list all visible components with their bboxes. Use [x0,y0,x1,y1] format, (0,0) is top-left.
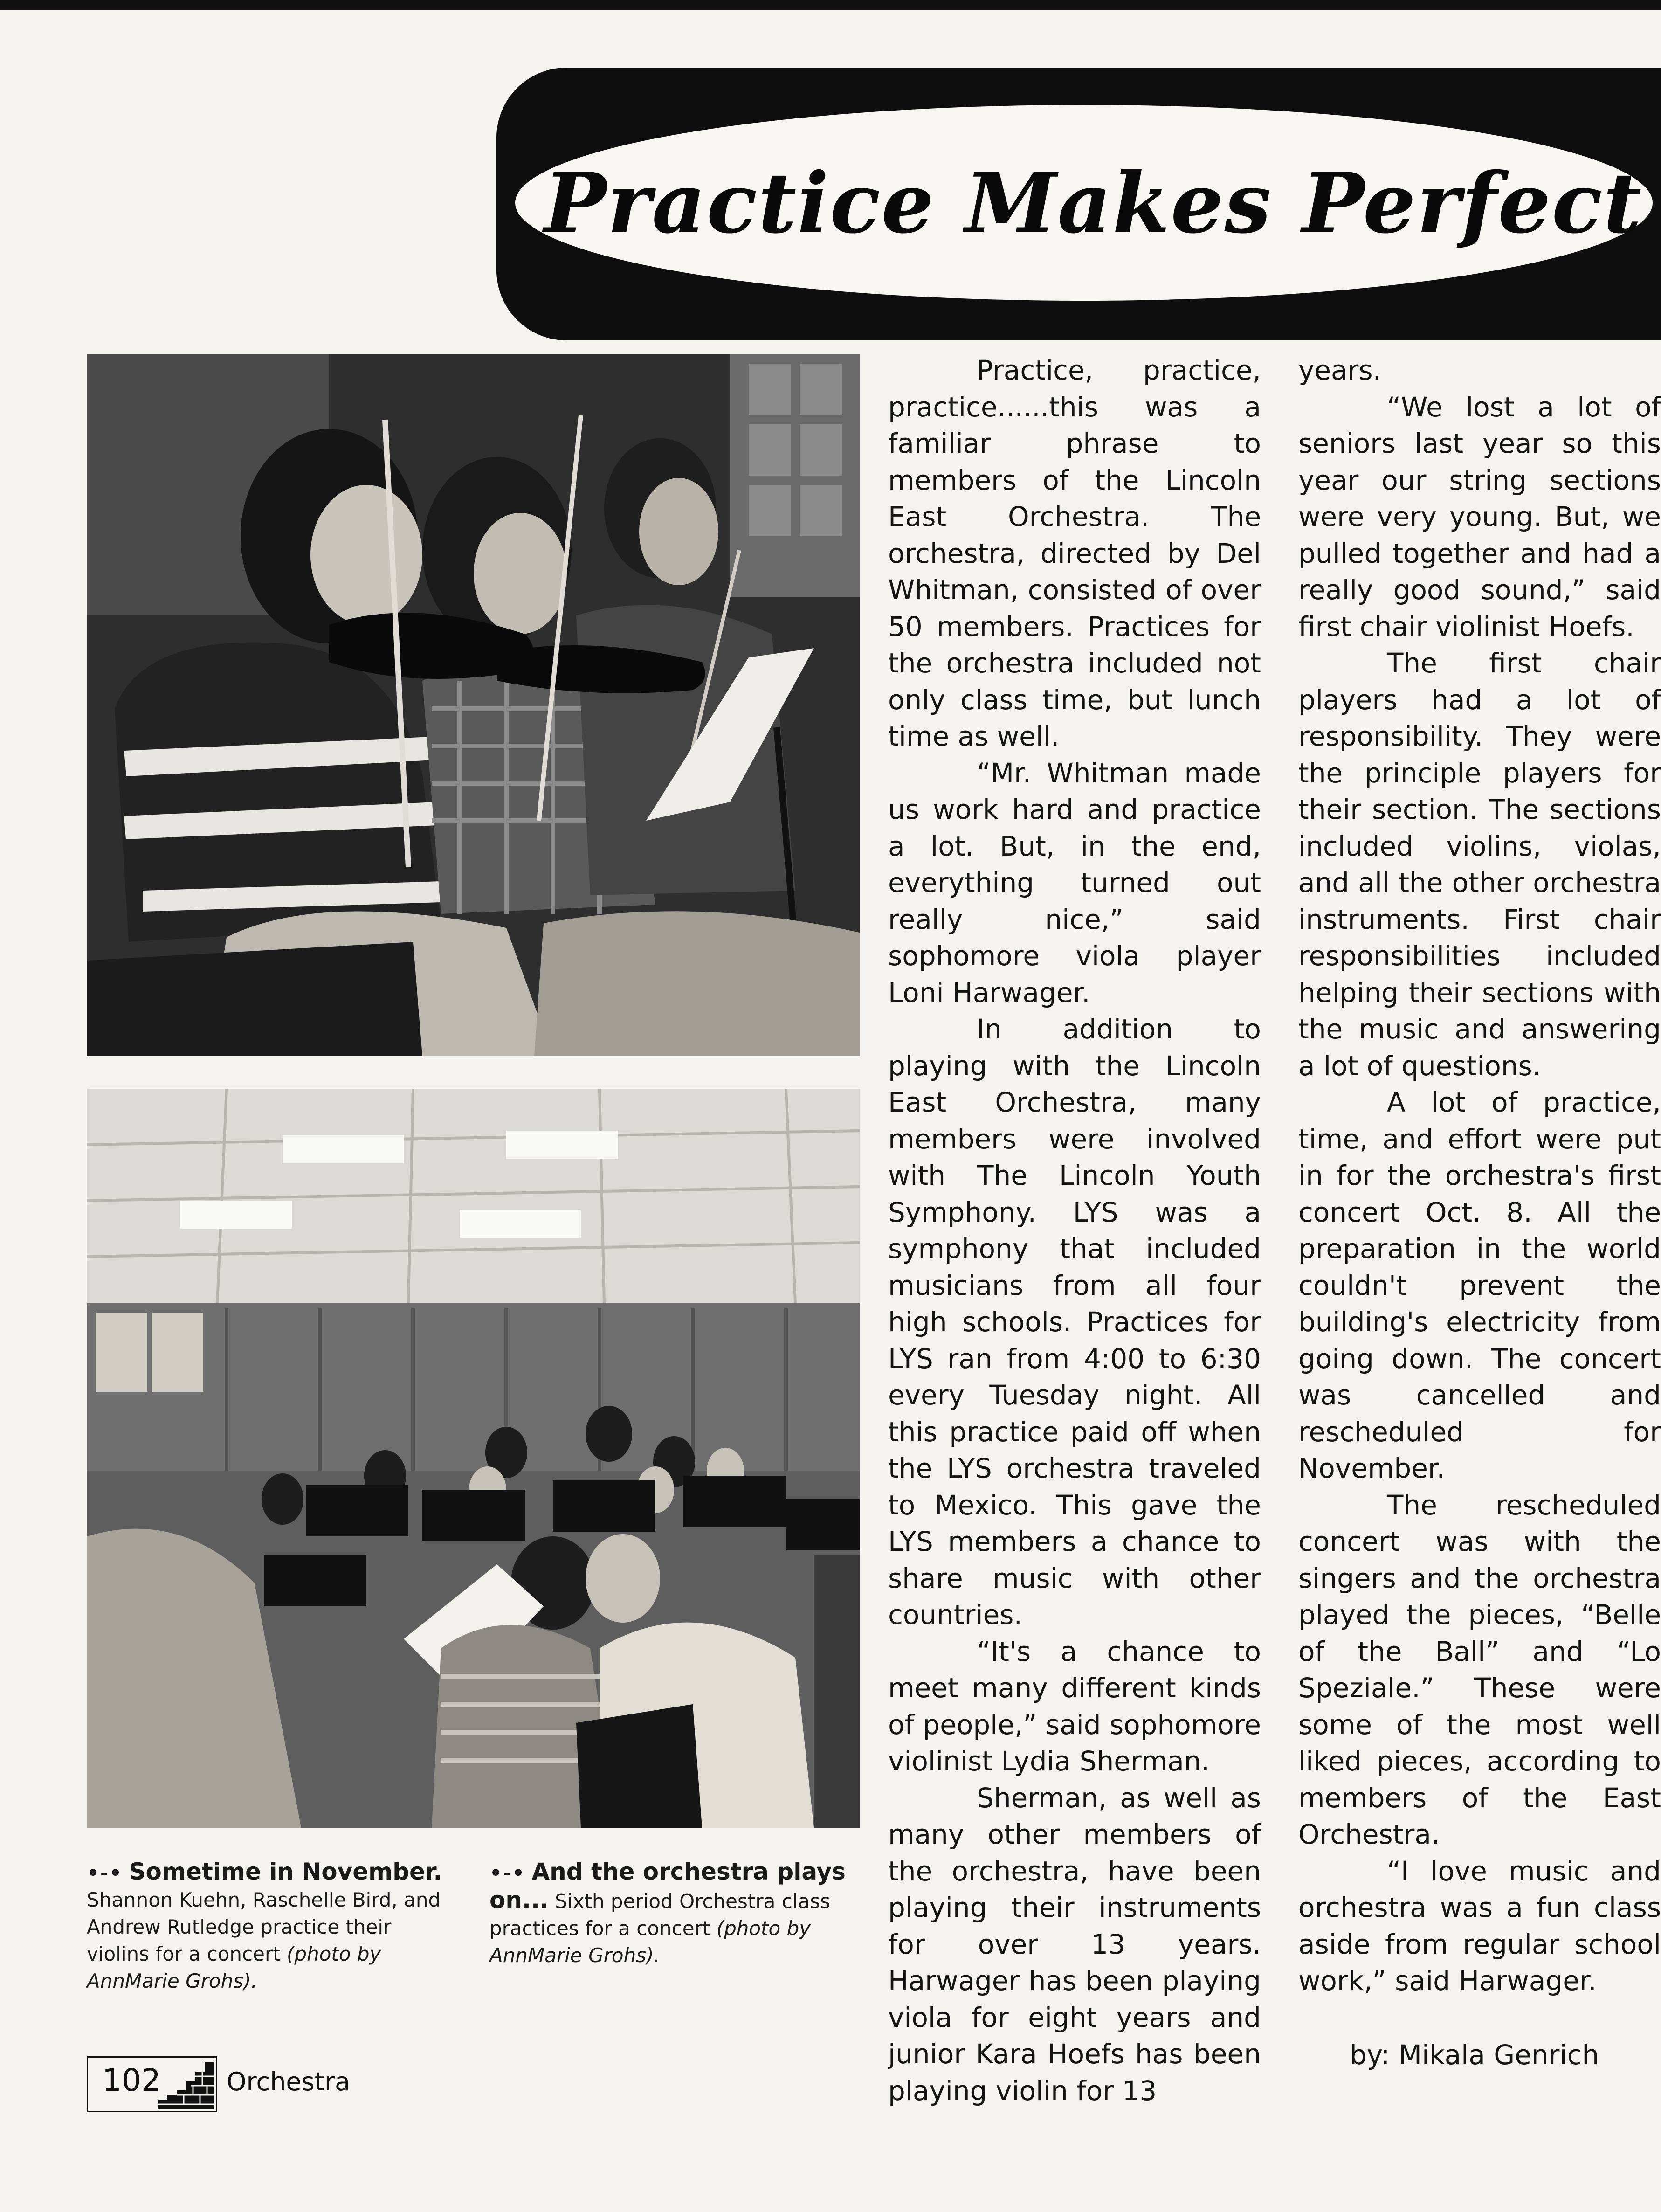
photo-caption [87,1858,455,1995]
article-paragraph: The first chair players had a lot of responsibility. They were the principle players for their section. The sections included violins, violas, and all the other orchestra instruments. First chair responsibilities included helping their sections with the music and answering a lot of questions. [1298,647,1661,1082]
caption-credit: (photo by AnnMarie Grohs). [87,1942,381,1992]
orchestra-class-photo [87,1089,860,1828]
article-paragraph: Practice, practice, practice......this was a familiar phrase to members of the Lincoln East Orchestra. The orchestra, directed by Del Whitman, consisted of over 50 members. Practices for the orchestra included not only class time, but lunch time as well. [888,354,1261,752]
article-paragraph: “It's a chance to meet many different kinds of people,” said sophomore violinist Lydia Sherman. [888,1635,1261,1777]
caption-marker: •-• [87,1861,123,1884]
article-paragraph: “We lost a lot of seniors last year so this year our string sections were very young. But, we pulled together and had a really good sound,” said first chair violinist Hoefs. [1298,391,1661,643]
top-rule [0,0,1661,10]
article-paragraph: The rescheduled concert was with the singers and the orchestra played the pieces, “Belle of the Ball” and “Lo Speziale.” These were some of the most well liked pieces, according to members of the East Orchestra. [1298,1489,1661,1850]
violinists-photo [87,354,860,1056]
photo-caption [489,1858,862,1969]
article-column-2 [1298,352,1661,2073]
caption-marker: •-• [489,1861,526,1884]
article-paragraph: In addition to playing with the Lincoln East Orchestra, many members were involved with The Lincoln Youth Symphony. LYS was a symphony that included musicians from all four high schools. Practices for LYS ran from 4:00 to 6:30 every Tuesday night. All this practice paid off when the LYS orchestra traveled to Mexico. This gave the LYS members a chance to share music with other countries. [888,1013,1261,1631]
article-byline: by: Mikala Genrich [1350,2039,1599,2071]
brick-wall-icon [158,2062,214,2111]
page-title: Practice Makes Perfect [544,154,1643,252]
article-paragraph: A lot of practice, time, and effort were put in for the orchestra's first concert Oct. 8. All the preparation in the world couldn't prevent the building's electricity from going down. The concert was cancelled and rescheduled for November. [1298,1086,1661,1484]
article-paragraph: “I love music and orchestra was a fun class aside from regular school work,” said Harwager. [1298,1855,1661,1997]
article-paragraph: “Mr. Whitman made us work hard and practice a lot. But, in the end, everything turned out really nice,” said sophomore viola player Loni Harwager. [888,757,1261,1009]
article-paragraph: Sherman, as well as many other members of the orchestra, have been playing their instruments for over 13 years. Harwager has been playing viola for eight years and junior Kara Hoefs has been playing violin for 13 [888,1782,1261,2107]
section-label: Orchestra [227,2067,351,2096]
article-column-1 [888,352,1261,2109]
caption-body: Shannon Kuehn, Raschelle Bird, and Andrew Rutledge practice their violins for a concert [87,1888,441,1965]
caption-credit: (photo by AnnMarie Grohs). [489,1917,811,1967]
article-paragraph: years. [1298,354,1382,386]
title-banner [496,68,1661,340]
caption-headline: Sometime in November. [129,1858,442,1885]
page-number: 102 [102,2062,161,2098]
caption-headline: And the orchestra plays on... [489,1858,846,1914]
caption-body: Sixth period Orchestra class practices for a concert [489,1890,830,1940]
page-folio [87,2056,217,2112]
